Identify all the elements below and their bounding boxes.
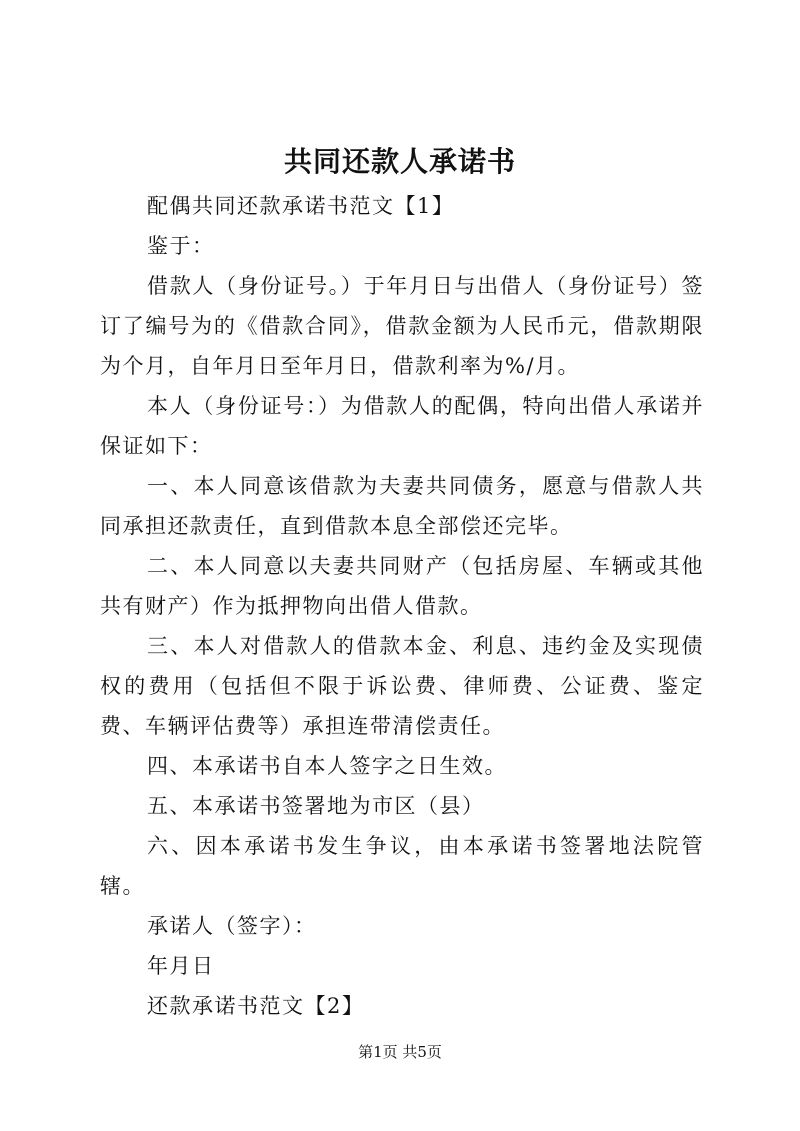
document-body: [100, 186, 704, 1026]
paragraph-whereas: 鉴于：: [147, 234, 215, 258]
document-title: 共同还款人承诺书: [283, 145, 516, 178]
paragraph-clause-2: 二、本人同意以夫妻共同财产（包括房屋、车辆或其他共有财产）作为抵押物向出借人借款。: [100, 554, 704, 618]
page-number: 第1页 共5页: [358, 1043, 442, 1061]
paragraph-loan-details: 借款人（身份证号。）于年月日与出借人（身份证号）签订了编号为的《借款合同》，借款金额为人民币元，借款期限为个月，自年月日至年月日，借款利率为%/月。: [100, 274, 704, 378]
paragraph-clause-3: 三、本人对借款人的借款本金、利息、违约金及实现债权的费用（包括但不限于诉讼费、律师费、公证费、鉴定费、车辆评估费等）承担连带清偿责任。: [100, 634, 704, 738]
paragraph-signatory: 承诺人（签字）：: [147, 914, 317, 938]
paragraph-sample-heading-1: 配偶共同还款承诺书范文【1】: [147, 194, 455, 218]
paragraph-clause-6: 六、因本承诺书发生争议，由本承诺书签署地法院管辖。: [100, 834, 704, 898]
paragraph-clause-1: 一、本人同意该借款为夫妻共同债务，愿意与借款人共同承担还款责任，直到借款本息全部偿还完毕。: [100, 474, 704, 538]
paragraph-spouse-statement: 本人（身份证号：）为借款人的配偶，特向出借人承诺并保证如下：: [100, 394, 704, 458]
paragraph-clause-4: 四、本承诺书自本人签字之日生效。: [147, 754, 507, 778]
paragraph-sample-heading-2: 还款承诺书范文【2】: [147, 994, 365, 1018]
paragraph-clause-5: 五、本承诺书签署地为市区（县）: [147, 794, 485, 818]
paragraph-date: 年月日: [147, 954, 215, 978]
